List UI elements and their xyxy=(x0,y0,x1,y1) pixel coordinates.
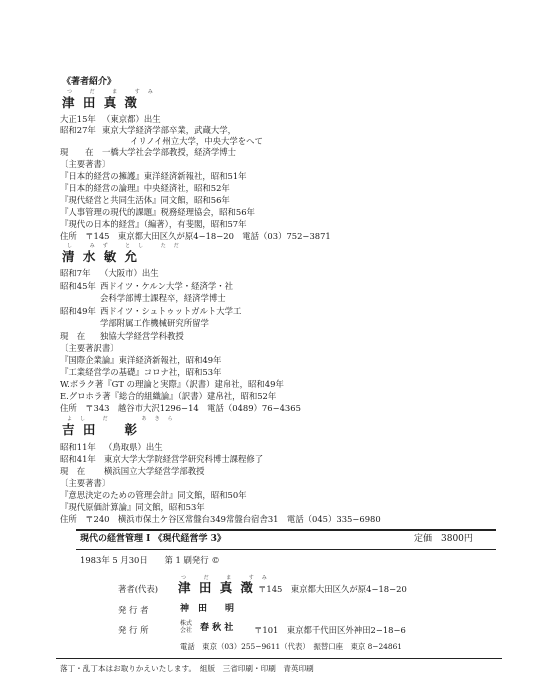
colophon-top-rule xyxy=(76,529,496,531)
author1-line-label: 現 在 xyxy=(60,147,94,157)
author3-line-label: 昭和41年 xyxy=(60,454,96,464)
author2-ruby: し みず とし ただ xyxy=(67,243,187,249)
company-type: 株式 会社 xyxy=(180,620,193,634)
author1-line-label: 昭和27年 xyxy=(60,125,96,135)
author1-ruby: つ だ ま すみ xyxy=(67,89,161,95)
author3-line-text: 東京大学大学院経営学研究科博士課程修了 xyxy=(104,454,264,464)
author3-line-label: 昭和11年 xyxy=(60,442,96,452)
author1-work: 『現代の日本的経営』（編著），有斐閣，昭和57年 xyxy=(60,219,247,229)
issue-date: 1983年 5 月30日 第 1 刷発行 © xyxy=(80,555,220,565)
author2-line-text: （大阪市）出生 xyxy=(100,268,159,278)
author3-work: 『意思決定のための管理会計』同文館，昭和50年 xyxy=(60,490,247,500)
author3-ruby: よし だ あきら xyxy=(67,416,181,422)
author1-line-label: 大正15年 xyxy=(60,114,96,124)
publisher-label: 発 行 所 xyxy=(118,625,149,635)
author2-work: 『国際企業論』東洋経済新報社，昭和49年 xyxy=(60,355,222,365)
author2-name: 清 水 敏 允 xyxy=(62,249,140,264)
author3-works-header: 〔主要著書〕 xyxy=(60,478,111,488)
author1-line-text: 東京大学経済学部卒業，武蔵大学， xyxy=(102,125,236,135)
book-title: 現代の経営管理 I 《現代経営学 3》 xyxy=(80,534,226,544)
publisher-person-label: 発 行 者 xyxy=(118,605,149,615)
author2-works-header: 〔主要著訳書〕 xyxy=(60,343,119,353)
author1-line-text: 一橋大学社会学部教授，経済学博士 xyxy=(102,147,236,157)
author2-line-label: 昭和7年 xyxy=(60,268,91,278)
footer-note: 落丁・乱丁本はお取りかえいたします。 組版 三省印刷・印刷 青英印刷 xyxy=(60,664,314,673)
author3-work: 『現代原価計算論』同文館，昭和53年 xyxy=(60,502,205,512)
author1-line-text: イリノイ州立大学，中央大学をへて xyxy=(130,136,263,146)
author2-line-text: 会科学部博士課程卒，経済学博士 xyxy=(100,293,226,303)
author1-work: 『日本的経営の論理』中央経済社，昭和52年 xyxy=(60,183,230,193)
author2-line-text: 学部附属工作機械研究所留学 xyxy=(100,318,209,328)
company-address: 〒101 東京都千代田区外神田2−18−6 xyxy=(254,625,406,635)
author3-name: 吉 田 彰 xyxy=(62,422,140,437)
author3-line-text: （鳥取県）出生 xyxy=(104,442,163,452)
author2-work: E.グロホラ著『総合的組織論』（訳書）建帛社，昭和52年 xyxy=(60,391,277,401)
author1-work: 『現代経営と共同生活体』同文館，昭和56年 xyxy=(60,195,230,205)
author1-works-header: 〔主要著書〕 xyxy=(60,159,111,169)
author1-address: 住所 〒145 東京都大田区久が原4−18−20 電話（03）752−3871 xyxy=(60,231,331,241)
author1-work: 『人事管理の現代的課題』税務経理協会，昭和56年 xyxy=(60,207,255,217)
author2-work: 『工業経営学の基礎』コロナ社，昭和53年 xyxy=(60,367,222,377)
author3-address: 住所 〒240 横浜市保土ケ谷区常盤台349常盤台宿舎31 電話（045）335−6980 xyxy=(60,514,381,524)
colophon-author-ruby: つ だ ま すみ xyxy=(181,575,275,581)
author2-line-text: 独協大学経営学科教授 xyxy=(100,331,184,341)
colophon-bottom-rule xyxy=(56,658,502,659)
author2-line-label: 現 在 xyxy=(60,331,86,341)
colophon-author-name: 津 田 真 澂 xyxy=(178,580,256,595)
author1-line-text: （東京都）出生 xyxy=(102,114,161,124)
price: 定価 3800円 xyxy=(414,534,473,544)
colophon-title-rule xyxy=(76,549,496,550)
publisher-phone: 電話 東京（03）255−9611（代表） 振替口座 東京 8−24861 xyxy=(180,642,402,651)
company-name: 春 秋 社 xyxy=(200,623,234,633)
author2-work: W.ボラク著『GT の理論と実際』（訳書）建帛社，昭和49年 xyxy=(60,379,284,389)
author2-address: 住所 〒343 越谷市大沢1296−14 電話（0489）76−4365 xyxy=(60,403,301,413)
author2-line-label: 昭和49年 xyxy=(60,306,96,316)
author1-name: 津 田 真 澂 xyxy=(62,95,140,110)
author1-work: 『日本的経営の擁護』東洋経済新報社，昭和51年 xyxy=(60,171,247,181)
section-title: 《著者紹介》 xyxy=(62,77,117,87)
author2-line-text: 西ドイツ・シュトゥットガルト大学工 xyxy=(100,306,242,316)
author3-line-label: 現 在 xyxy=(60,466,86,476)
colophon-author-address: 〒145 東京都大田区久が原4−18−20 xyxy=(258,584,407,594)
author2-line-label: 昭和45年 xyxy=(60,281,96,291)
author3-line-text: 横浜国立大学経営学部教授 xyxy=(104,466,205,476)
author-label: 著者(代表) xyxy=(118,584,159,594)
publisher-person: 神 田 明 xyxy=(180,604,235,614)
author2-line-text: 西ドイツ・ケルン大学・経済学・社 xyxy=(100,281,233,291)
